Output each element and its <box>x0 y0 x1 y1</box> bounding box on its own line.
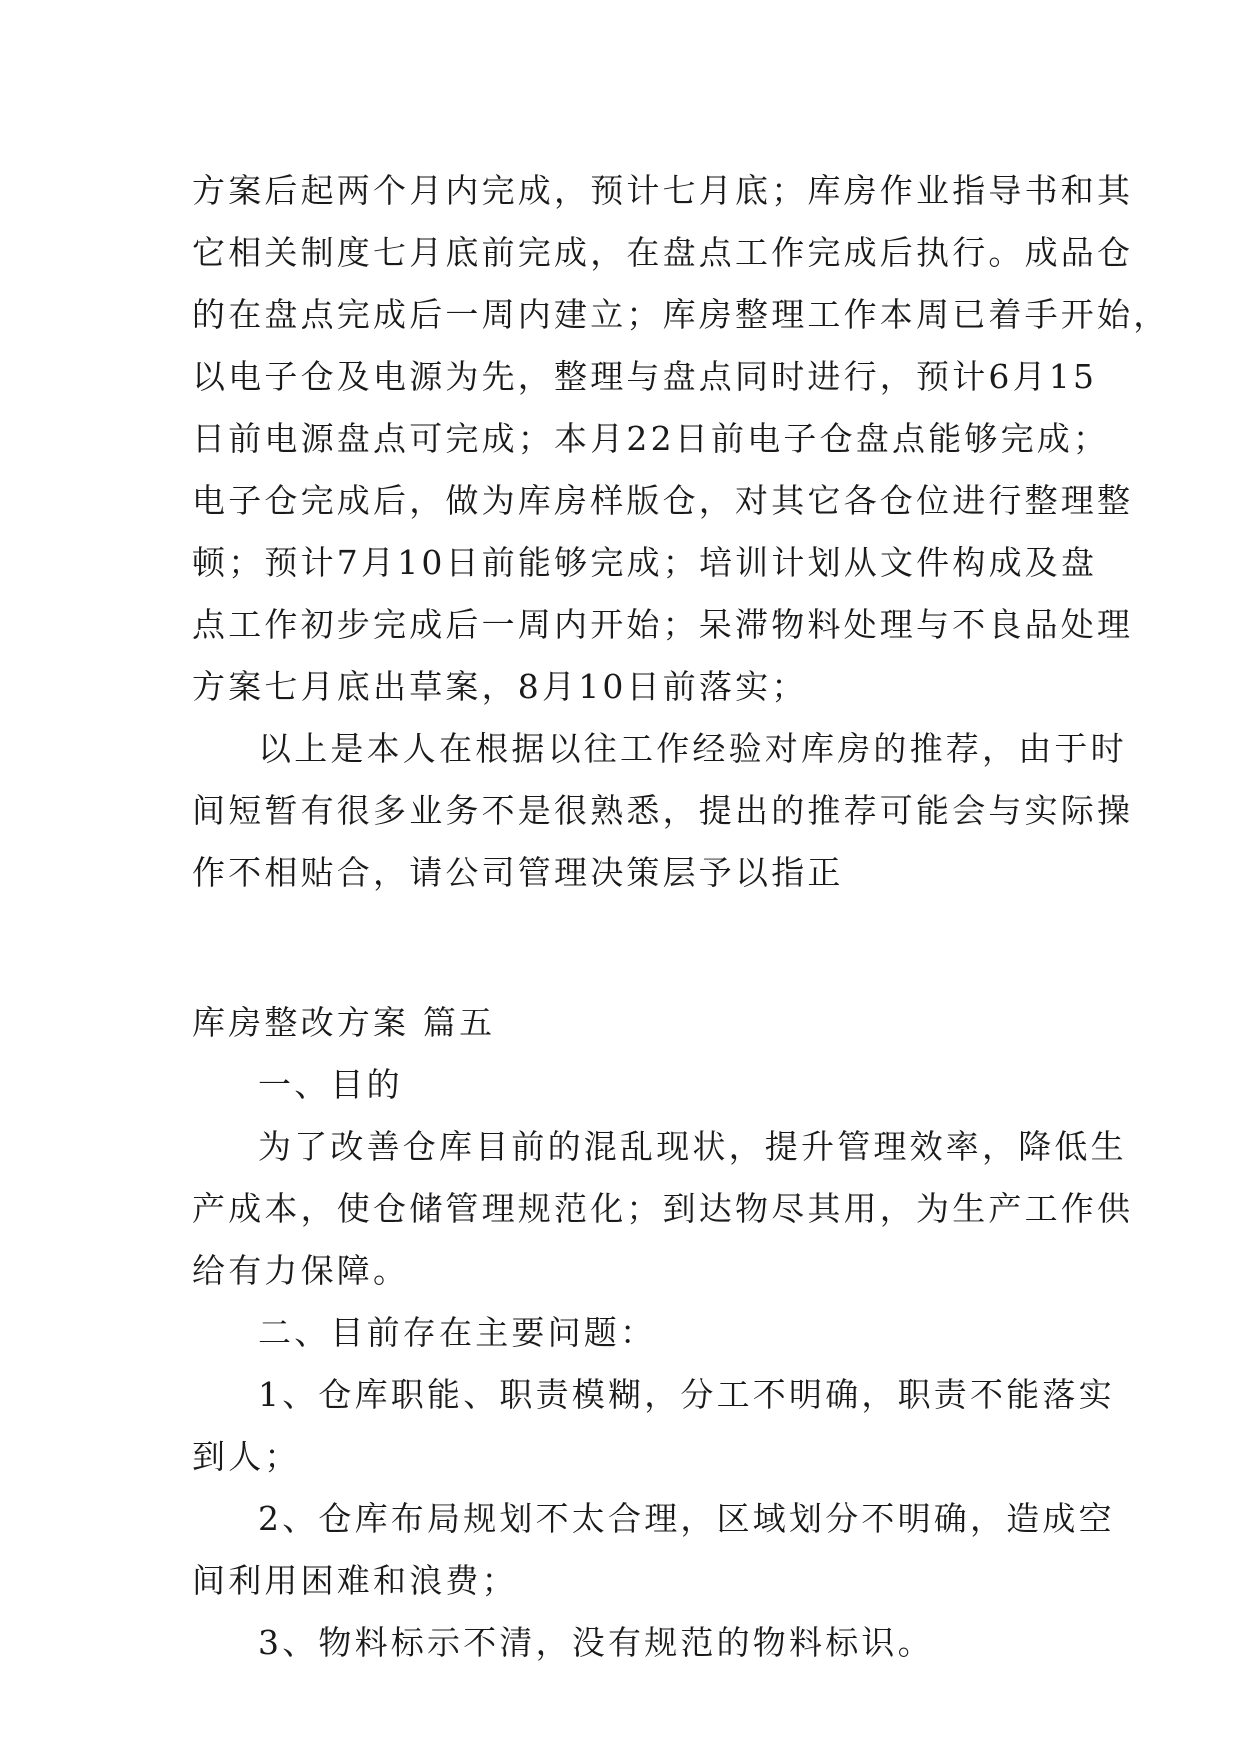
text-line: 作不相贴合，请公司管理决策层予以指正 <box>192 853 844 892</box>
text-line: 给有力保障。 <box>192 1251 410 1290</box>
text-line: 到人； <box>192 1437 301 1476</box>
text-line: 以上是本人在根据以往工作经验对库房的推荐，由于时 <box>258 729 1127 768</box>
text-line: 日前电源盘点可完成；本月22日前电子仓盘点能够完成； <box>192 419 1110 458</box>
text-line: 2、仓库布局规划不太合理，区域划分不明确，造成空 <box>258 1499 1115 1538</box>
section-spacer <box>192 904 1092 992</box>
document-page <box>192 160 1170 1674</box>
prev-section-body <box>192 160 1170 718</box>
text-line: 顿；预计7月10日前能够完成；培训计划从文件构成及盘 <box>192 543 1098 582</box>
problem-item-3 <box>192 1612 1092 1674</box>
problem-item-2 <box>192 1488 1115 1612</box>
text-line: 为了改善仓库目前的混乱现状，提升管理效率，降低生 <box>258 1127 1127 1166</box>
text-line: 方案后起两个月内完成，预计七月底；库房作业指导书和其 <box>192 171 1134 210</box>
text-line: 点工作初步完成后一周内开始；呆滞物料处理与不良品处理 <box>192 605 1134 644</box>
text-line: 间短暂有很多业务不是很熟悉，提出的推荐可能会与实际操 <box>192 791 1134 830</box>
heading-problems: 二、目前存在主要问题： <box>258 1313 657 1352</box>
section-title: 库房整改方案 篇五 <box>192 1003 496 1042</box>
text-line: 产成本，使仓储管理规范化；到达物尽其用，为生产工作供 <box>192 1189 1134 1228</box>
text-line: 间利用困难和浪费； <box>192 1561 518 1600</box>
purpose-paragraph <box>192 1116 1134 1302</box>
text-line: 的在盘点完成后一周内建立；库房整理工作本周已着手开始， <box>192 295 1170 334</box>
problem-item-1 <box>192 1364 1115 1488</box>
heading-purpose: 一、目的 <box>258 1065 403 1104</box>
text-line: 3、物料标示不清，没有规范的物料标识。 <box>258 1623 934 1662</box>
closing-paragraph <box>192 718 1134 904</box>
text-line: 方案七月底出草案，8月10日前落实； <box>192 667 808 706</box>
text-line: 它相关制度七月底前完成，在盘点工作完成后执行。成品仓 <box>192 233 1134 272</box>
text-line: 以电子仓及电源为先，整理与盘点同时进行，预计6月15 <box>192 357 1098 396</box>
text-line: 电子仓完成后，做为库房样版仓，对其它各仓位进行整理整 <box>192 481 1134 520</box>
text-line: 1、仓库职能、职责模糊，分工不明确，职责不能落实 <box>258 1375 1115 1414</box>
